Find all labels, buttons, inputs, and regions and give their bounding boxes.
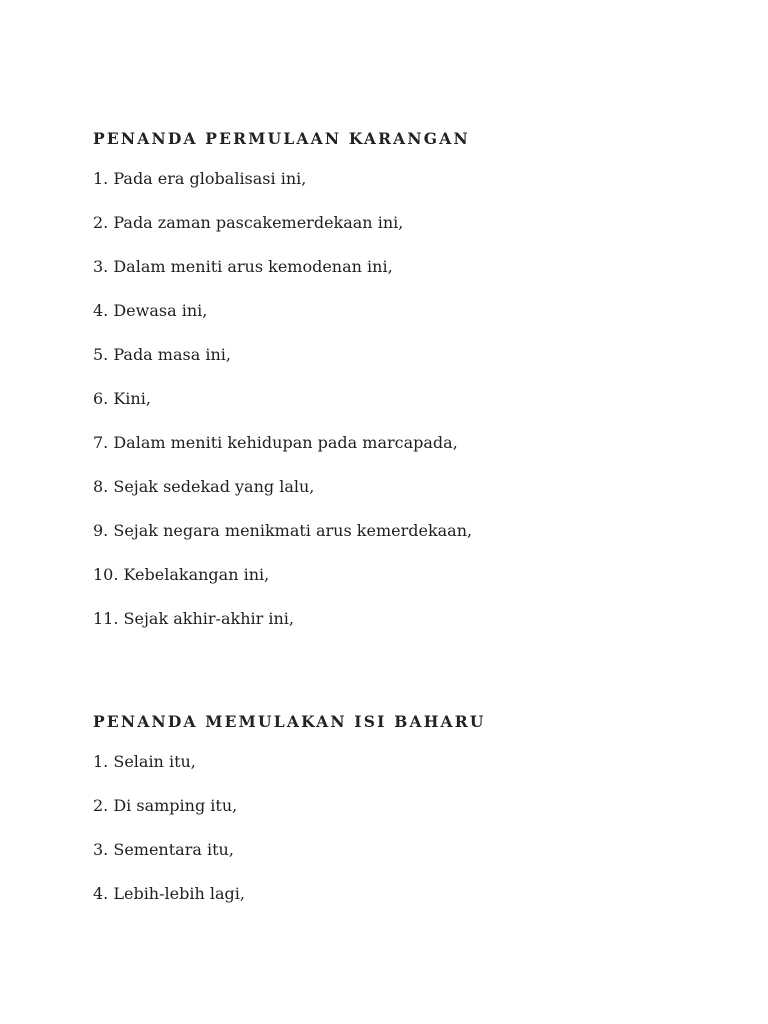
list-item: 3. Dalam meniti arus kemodenan ini, — [93, 257, 393, 276]
list-item: 3. Sementara itu, — [93, 840, 234, 859]
list-item: 9. Sejak negara menikmati arus kemerdekaan, — [93, 521, 473, 540]
list-item: 8. Sejak sedekad yang lalu, — [93, 477, 315, 496]
list-item: 4. Lebih-lebih lagi, — [93, 884, 245, 903]
phrase-list — [93, 168, 708, 630]
list-item: 2. Di samping itu, — [93, 796, 238, 815]
list-item: 5. Pada masa ini, — [93, 345, 231, 364]
list-item: 4. Dewasa ini, — [93, 301, 208, 320]
list-item: 10. Kebelakangan ini, — [93, 565, 270, 584]
list-item: 11. Sejak akhir-akhir ini, — [93, 609, 294, 628]
section-heading: PENANDA MEMULAKAN ISI BAHARU — [93, 712, 486, 731]
list-item: 6. Kini, — [93, 389, 151, 408]
list-item: 1. Selain itu, — [93, 752, 196, 771]
section-penanda-memulakan-isi-baharu — [93, 711, 708, 927]
list-item: 1. Pada era globalisasi ini, — [93, 169, 307, 188]
list-item: 2. Pada zaman pascakemerdekaan ini, — [93, 213, 404, 232]
phrase-list — [93, 751, 708, 905]
list-item: 7. Dalam meniti kehidupan pada marcapada, — [93, 433, 458, 452]
section-heading: PENANDA PERMULAAN KARANGAN — [93, 129, 470, 148]
section-penanda-permulaan-karangan — [93, 128, 708, 652]
